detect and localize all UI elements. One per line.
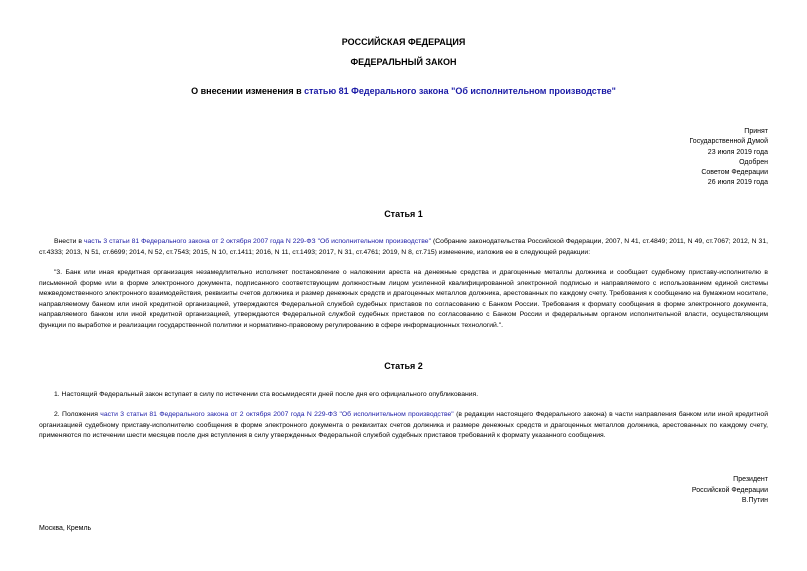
article-2-paragraph-2 [39,410,768,442]
adoption-line: 23 июля 2019 года [707,148,768,156]
adoption-line: Принят [744,128,768,135]
adoption-line: Советом Федерации [701,169,768,177]
law-title-prefix: О внесении изменения в [191,86,305,96]
article-1-paragraph-1 [39,237,768,258]
signing-place: Москва, Кремль [39,525,92,532]
paragraph-text: Внести в [54,238,84,245]
adoption-block [689,127,768,189]
adoption-line: Государственной Думой [689,138,768,146]
article-2-paragraph-1 [39,390,768,401]
paragraph-text: 1. Настоящий Федеральный закон вступает в силу по истечении ста восьмидесяти дней после дня его официального опубликования. [54,391,479,398]
law-title-link[interactable]: статью 81 Федерального закона "Об исполнительном производстве" [304,86,616,96]
signature-line: Президент [733,476,768,483]
article-1-paragraph-2 [39,268,768,332]
adoption-line: 26 июля 2019 года [707,179,768,187]
law-title [0,86,807,96]
signature-line: В.Путин [741,497,768,504]
article-1-heading: Статья 1 [384,209,423,219]
law-type-heading: ФЕДЕРАЛЬНЫЙ ЗАКОН [350,57,457,67]
paragraph-text: 2. Положения [54,411,101,418]
country-heading: РОССИЙСКАЯ ФЕДЕРАЦИЯ [341,37,466,47]
adoption-line: Одобрен [739,158,768,166]
law-reference-link[interactable]: часть 3 статьи 81 Федерального закона от 2 октября 2007 года N 229-ФЗ "Об исполнительном производстве" [83,238,432,245]
law-reference-link[interactable]: части 3 статьи 81 Федерального закона от 2 октября 2007 года N 229-ФЗ "Об исполнительном производстве" [100,411,454,418]
article-2-heading: Статья 2 [384,361,423,371]
signature-block [692,475,768,507]
signature-line: Российской Федерации [691,486,768,494]
paragraph-text: (в редакции настоящего Федерального закона) в части направления банком или иной кредитной организацией судебному приставу-исполнителю сообщения в форме электронного документа о реквизитах счетов должника и размере денежных средств и драгоценных металлов должника, арестованных по каждому счету, применяются по истечении шести месяцев после дня вступления в силу утвержденных Федеральной службой судебных приставов требований к формату указанного сообщения. [39,411,768,440]
paragraph-text: (Собрание законодательства Российской Федерации, 2007, N 41, ст.4849; 2011, N 49, ст.7067; 2012, N 31, ст.4333; 2013, N 51, ст.6699; 2014, N 52, ст.7543; 2015, N 10, ст.1411; 2016, N 11, ст.1493; 2017, N 31, ст.4761; 2019, N 8, ст.715) изменение, изложив ее в следующей редакции: [39,238,769,256]
paragraph-text: "3. Банк или иная кредитная организация незамедлительно исполняет постановление о наложении ареста на денежные средства и драгоценные металлы должника и сообщает судебному приставу-исполнителю в письменной форме или в форме электронного документа, подписанного соответствующим должностным лицом усиленной квалифицированной электронной подписью и направляемого с использованием единой системы межведомственного электронного взаимодействия, реквизиты счетов должника и размер денежных средств и драгоценных металлов должника, арестованных по каждому счету. Требования к сообщению на бумажном носителе, направляемому банком или иной кредитной организацией, утверждаются Федеральной службой судебных приставов по согласованию с Банком России. Требования к формату сообщения в форме электронного документа, направляемого банком или иной кредитной организацией, утверждаются Федеральной службой судебных приставов по согласованию с Банком России и федеральным органом исполнительной власти, осуществляющим функции по выработке и реализации государственной политики и нормативно-правовому регулированию в сфере информационных технологий.". [39,269,768,329]
